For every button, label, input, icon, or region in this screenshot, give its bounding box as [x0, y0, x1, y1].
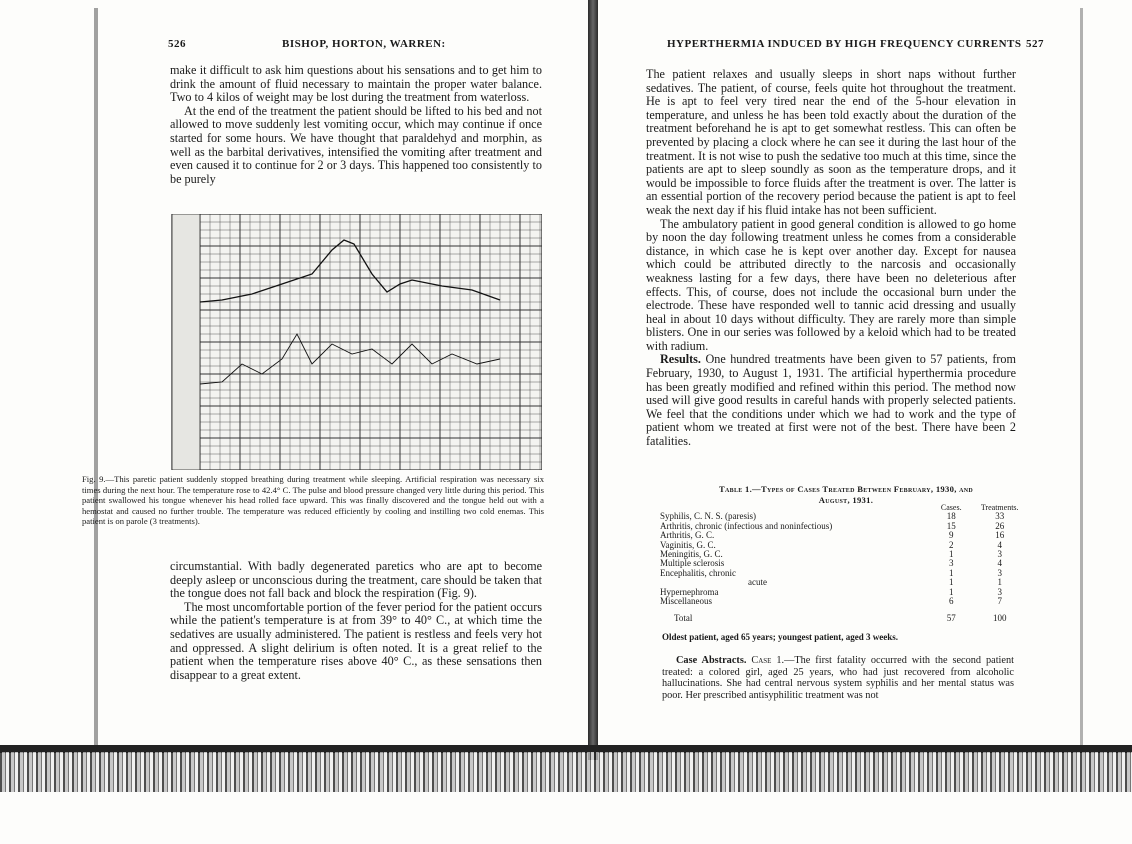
row-label: Syphilis, C. N. S. (paresis)	[660, 511, 757, 522]
row-cases: 3	[948, 558, 954, 569]
row-treatments: 1	[997, 577, 1002, 588]
row-cases: 1	[948, 549, 954, 560]
cases-table	[660, 503, 1025, 624]
table-header: Treatments.	[980, 503, 1019, 512]
paragraph: The ambulatory patient in good general condition is allowed to go home by noon the day following treatment unless he comes from a considerable distance, in which case he is kept over another day. Except for nausea which could be attributed directly to the narcosis and occasionally weakness lasting for a few days, there have been no deleterious after effects. This, of course, does not include the occasional burn under the electrode. These have responded well to tannic acid dressing and usually heal in about 10 days without difficulty. They are rarely more than simple blisters. One in our series was followed by a keloid which had to be treated with radium.	[646, 216, 1016, 353]
paragraph: make it difficult to ask him questions about his sensations and to get him to drink the amount of fluid necessary to maintain the proper water balance. Two to 4 kilos of weight may be lost during the treatment from waterloss.	[170, 63, 542, 105]
row-treatments: 3	[997, 549, 1002, 560]
temperature-chart-figure	[82, 214, 542, 470]
table-row	[660, 588, 1025, 597]
row-cases: 1	[948, 567, 954, 578]
row-label: Multiple sclerosis	[660, 558, 725, 569]
row-treatments: 7	[997, 596, 1002, 607]
row-cases: 6	[948, 596, 954, 607]
figure-caption-text: Fig. 9.—This paretic patient suddenly stopped breathing during treatment while sleeping. Artificial respiration was necessary six times during the next hour. The temperature rose to 42.4° C. The pulse and blood pressure changed very little during this period. This patient swallowed his tongue whenever his head rolled face upward. This was finally discovered and the tongue held out with a hemostat and caused no further trouble. The temperature was reduced efficiently by cooling and instilling two cold enemas. This patient is on parole (3 treatments).	[82, 474, 544, 527]
row-label: acute	[748, 577, 767, 588]
row-treatments: 3	[997, 586, 1002, 597]
row-treatments: 4	[997, 558, 1002, 569]
row-label: Arthritis, chronic (infectious and noninfectious)	[660, 520, 833, 531]
row-cases: 15	[946, 520, 956, 531]
right-page-number: 527	[1026, 38, 1044, 50]
results-text: One hundred treatments have been given to 57 patients, from February, 1930, to August 1, 1931. The artificial hyperthermia procedure has been greatly modified and refined within this period. The method now used will give good results in careful hands with properly selected patients. We feel that the conditions under which we had to work and the type of patient whom we treated at first were not of the best. There have been 2 fatalities.	[646, 352, 1017, 449]
total-cases: 57	[946, 613, 956, 624]
row-treatments: 4	[997, 539, 1002, 550]
left-running-head: BISHOP, HORTON, WARREN:	[282, 38, 446, 50]
table-row	[660, 597, 1025, 606]
results-heading: Results.	[660, 352, 701, 367]
row-treatments: 16	[995, 530, 1005, 541]
table-title-line1: Table 1.—Types of Cases Treated Between February, 1930, and	[718, 484, 973, 494]
row-label: Vaginitis, G. C.	[660, 539, 716, 550]
figure-caption	[82, 474, 544, 527]
row-treatments: 26	[995, 520, 1005, 531]
case-abstract	[662, 655, 1014, 701]
table-note: Oldest patient, aged 65 years; youngest patient, aged 3 weeks.	[662, 632, 898, 642]
table-body	[660, 512, 1025, 606]
paragraph: The patient relaxes and usually sleeps in short naps without further sedatives. The patient, of course, feels quite hot throughout the treatment. He is apt to feel very tired near the end of the 5-hour elevation in temperature, and unless he has been told exactly about the duration of the treatment beforehand he is apt to get somewhat restless. This can often be prevented by placing a clock where he can see it during the last hour of the treatment. It is not wise to push the sedative too much at this time, since the patients are apt to sleep soundly as soon as the temperature drops, and it would be impossible to force fluids after the treatment is over. The latter is an essential portion of the recovery period because the patient is apt to feel weak the next day if his fluid intake has not been sufficient.	[646, 67, 1016, 217]
results-paragraph	[646, 353, 1016, 448]
case-label: Case 1.	[751, 655, 785, 666]
table-row	[660, 522, 1025, 531]
row-cases: 1	[948, 577, 954, 588]
table-title-line2: August, 1931.	[818, 495, 874, 505]
right-text	[646, 68, 1016, 449]
case-heading: Case Abstracts.	[676, 655, 747, 666]
row-label: Miscellaneous	[660, 596, 712, 607]
left-page-number: 526	[168, 38, 186, 50]
scan-noise-strip	[0, 752, 1132, 792]
book-gutter	[588, 0, 598, 760]
paragraph: At the end of the treatment the patient should be lifted to his bed and not allowed to move suddenly lest vomiting occur, which may continue if once started for some hours. We have thought that paraldehyd and morphin, as well as the barbital derivatives, intensified the vomiting after treatment and even caused it to continue for 2 or 3 days. This happened too consistently to be purely	[170, 103, 542, 186]
right-running-head: HYPERTHERMIA INDUCED BY HIGH FREQUENCY CURRENTS	[667, 38, 1022, 50]
table-total-row	[660, 606, 1025, 623]
case-text: —The first fatality occurred with the second patient treated: a colored girl, aged 25 years, who had just recovered from alcoholic hallucinations. She had central nervous system syphilis and her mental status was poor. Her prescribed antisyphilitic treatment was not	[662, 655, 1014, 701]
row-treatments: 3	[997, 567, 1002, 578]
row-label: Meningitis, G. C.	[660, 549, 723, 560]
total-treatments: 100	[992, 613, 1007, 624]
row-cases: 9	[948, 530, 954, 541]
row-label: Arthritis, G. C.	[660, 530, 715, 541]
table-header: Cases.	[940, 503, 962, 512]
left-text-top	[170, 64, 542, 186]
row-label: Encephalitis, chronic	[660, 567, 736, 578]
left-text-bottom	[170, 560, 542, 682]
row-cases: 18	[946, 511, 956, 522]
temperature-chart	[82, 214, 542, 470]
row-cases: 2	[948, 539, 954, 550]
table-row	[660, 569, 1025, 578]
chart-scale-column	[172, 214, 200, 470]
row-label: Hypernephroma	[660, 586, 719, 597]
right-page-edge	[1080, 8, 1083, 753]
row-treatments: 33	[995, 511, 1005, 522]
row-cases: 1	[948, 586, 954, 597]
paragraph: The most uncomfortable portion of the fever period for the patient occurs while the patient's temperature is at from 39° to 40° C., at which time the sedatives are usually administered. The patient is restless and feels very hot and oppressed. A slight delirium is often noted. It is a great relief to the patient when the temperature rises above 40° C., as these sensations then disappear to a great extent.	[170, 599, 542, 682]
paragraph: circumstantial. With badly degenerated paretics who are apt to become deeply asleep or unconscious during the treatment, care should be taken that the tongue does not fall back and block the respiration (Fig. 9).	[170, 559, 542, 601]
total-label: Total	[674, 613, 693, 624]
